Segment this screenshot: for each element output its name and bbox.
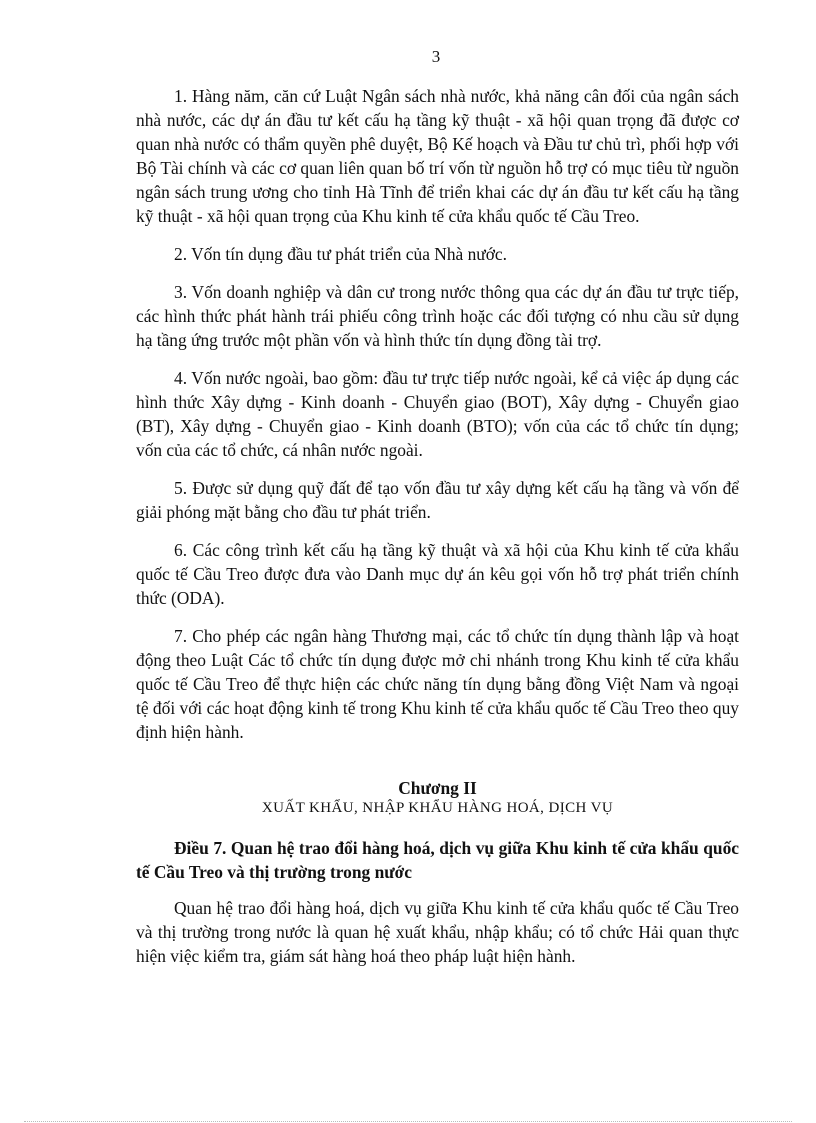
paragraph-item-7: 7. Cho phép các ngân hàng Thương mại, các tổ chức tín dụng thành lập và hoạt động theo Luật Các tổ chức tín dụng được mở chi nhánh trong Khu kinh tế cửa khẩu quốc tế Cầu Treo để thực hiện các chức năng tín dụng bằng đồng Việt Nam và ngoại tệ đối với các hoạt động kinh tế trong Khu kinh tế cửa khẩu quốc tế Cầu Treo theo quy định hiện hành.: [136, 626, 739, 742]
paragraph-item-5: 5. Được sử dụng quỹ đất để tạo vốn đầu tư xây dựng kết cấu hạ tầng và vốn để giải phóng mặt bằng cho đầu tư phát triển.: [136, 478, 739, 522]
chapter-title: XUẤT KHẨU, NHẬP KHẨU HÀNG HOÁ, DỊCH VỤ: [261, 800, 614, 816]
document-body: [136, 84, 739, 982]
article-heading: Điều 7. Quan hệ trao đổi hàng hoá, dịch vụ giữa Khu kinh tế cửa khẩu quốc tế Cầu Treo và thị trường trong nước: [136, 838, 739, 882]
paragraph-item-3: 3. Vốn doanh nghiệp và dân cư trong nước thông qua các dự án đầu tư trực tiếp, các hình thức phát hành trái phiếu công trình hoặc các đối tượng có nhu cầu sử dụng hạ tầng ứng trước một phần vốn và hình thức tín dụng đồng tài trợ.: [136, 282, 739, 350]
paragraph-item-1: 1. Hàng năm, căn cứ Luật Ngân sách nhà nước, khả năng cân đối của ngân sách nhà nước, các dự án đầu tư kết cấu hạ tầng kỹ thuật - xã hội quan trọng đã được cơ quan nhà nước có thẩm quyền phê duyệt, Bộ Kế hoạch và Đầu tư chủ trì, phối hợp với Bộ Tài chính và các cơ quan liên quan bố trí vốn từ nguồn hỗ trợ có mục tiêu từ nguồn ngân sách trung ương cho tỉnh Hà Tĩnh để triển khai các dự án đầu tư kết cấu hạ tầng kỹ thuật - xã hội quan trọng của Khu kinh tế cửa khẩu quốc tế Cầu Treo.: [136, 86, 739, 226]
paragraph-item-2: 2. Vốn tín dụng đầu tư phát triển của Nhà nước.: [174, 244, 507, 264]
page-bottom-divider: [24, 1121, 792, 1122]
paragraph-item-4: 4. Vốn nước ngoài, bao gồm: đầu tư trực tiếp nước ngoài, kể cả việc áp dụng các hình thức Xây dựng - Kinh doanh - Chuyển giao (BOT), Xây dựng - Chuyển giao (BT), Xây dựng - Chuyển giao - Kinh doanh (BTO); vốn của các tổ chức tín dụng; vốn của các tổ chức, cá nhân nước ngoài.: [136, 368, 739, 460]
paragraph-item-6: 6. Các công trình kết cấu hạ tầng kỹ thuật và xã hội của Khu kinh tế cửa khẩu quốc tế Cầu Treo được đưa vào Danh mục dự án kêu gọi vốn hỗ trợ phát triển chính thức (ODA).: [136, 540, 739, 608]
page-number: 3: [431, 47, 441, 66]
chapter-heading: [136, 778, 739, 818]
article-body: Quan hệ trao đổi hàng hoá, dịch vụ giữa Khu kinh tế cửa khẩu quốc tế Cầu Treo và thị trường trong nước là quan hệ xuất khẩu, nhập khẩu; có tổ chức Hải quan thực hiện việc kiểm tra, giám sát hàng hoá theo pháp luật hiện hành.: [136, 898, 739, 966]
chapter-label: Chương II: [398, 778, 477, 798]
